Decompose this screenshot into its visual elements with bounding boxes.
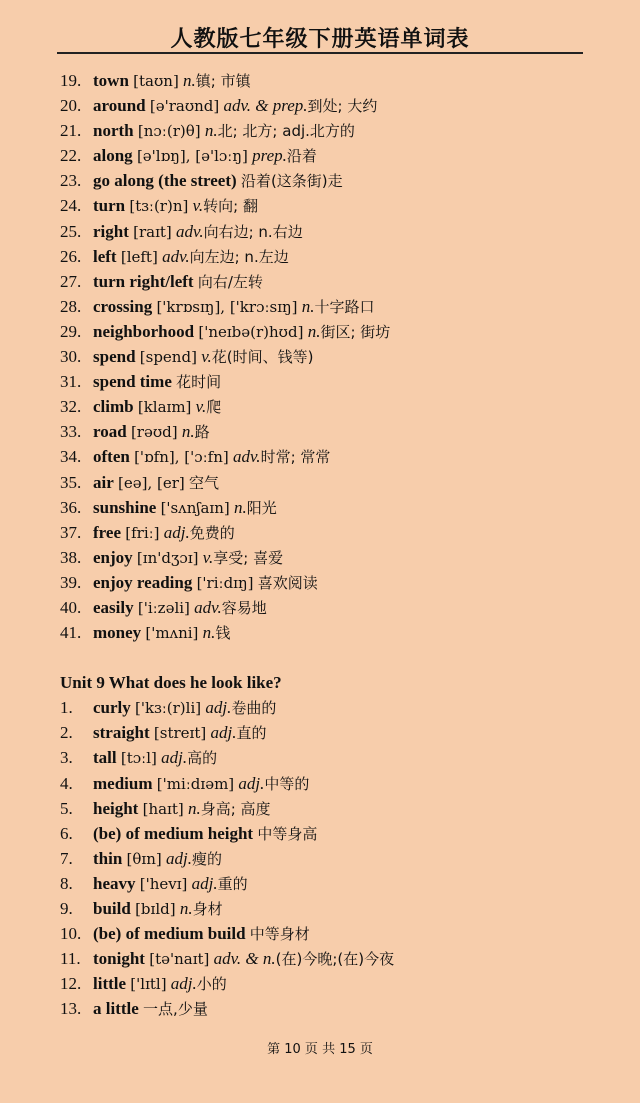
entry-meaning: 身材 — [192, 900, 223, 918]
entry-word: neighborhood — [93, 321, 195, 341]
vocab-entry — [60, 68, 600, 93]
entry-phonetic: [tɜː(r)n] — [129, 197, 189, 216]
entry-word: tonight — [93, 949, 145, 969]
vocab-entry — [60, 871, 600, 896]
vocab-entry — [60, 344, 600, 369]
vocab-entry — [60, 796, 600, 821]
entry-part-of-speech: adj. — [163, 522, 190, 542]
entry-phonetic: ['mʌni] — [145, 624, 199, 643]
entry-meaning: 卷曲的 — [231, 699, 277, 718]
entry-phonetic: [bɪld] — [135, 900, 176, 918]
entry-phonetic: [ə'raʊnd] — [149, 97, 220, 116]
entry-number: 39. — [60, 572, 82, 592]
entry-word: thin — [93, 848, 123, 868]
page-footer: 第 10 页 共 15 页 — [267, 1042, 373, 1057]
entry-meaning: 北; 北方; adj.北方的 — [217, 122, 355, 141]
entry-meaning: 时常; 常常 — [260, 448, 331, 467]
entry-number: 1. — [60, 698, 73, 718]
entry-phonetic: [friː] — [125, 523, 160, 542]
entry-number: 40. — [60, 597, 82, 617]
entry-part-of-speech: adv. — [162, 246, 190, 266]
entry-word: a little — [93, 999, 139, 1019]
entry-word: enjoy reading — [93, 572, 193, 592]
entry-number: 25. — [60, 221, 82, 241]
entry-number: 2. — [60, 723, 73, 743]
entry-number: 20. — [60, 96, 82, 116]
entry-meaning: 免费的 — [189, 523, 235, 542]
entry-number: 10. — [60, 924, 82, 944]
entry-phonetic: ['iːzəli] — [137, 598, 190, 617]
vocab-entry — [60, 419, 600, 444]
entry-meaning: 花(时间、钱等) — [211, 348, 314, 367]
entry-meaning: 重的 — [217, 874, 248, 893]
entry-phonetic: ['sʌnʃaɪn] — [160, 498, 230, 517]
entry-meaning: 一点,少量 — [143, 1000, 208, 1019]
vocabulary-section-unit9 — [60, 695, 600, 1021]
entry-phonetic: ['riːdɪŋ] — [196, 573, 254, 592]
entry-number: 8. — [60, 873, 73, 893]
entry-meaning: 到处; 大约 — [307, 97, 378, 116]
entry-meaning: 瘦的 — [191, 849, 222, 868]
entry-part-of-speech: n. — [187, 798, 201, 818]
vocab-entry — [60, 193, 600, 218]
entry-meaning: 中等身材 — [249, 925, 310, 944]
entry-meaning: 向右/左转 — [197, 272, 263, 291]
entry-phonetic: ['miːdɪəm] — [156, 774, 235, 793]
vocab-entry — [60, 369, 600, 394]
entry-part-of-speech: adj. — [166, 848, 192, 868]
entry-meaning: 享受; 喜爱 — [213, 548, 284, 567]
entry-word: free — [93, 522, 121, 542]
entry-part-of-speech: adj. — [238, 773, 265, 793]
entry-phonetic: ['ɒfn], ['ɔːfn] — [134, 448, 229, 467]
vocabulary-section-unit8 — [60, 68, 600, 645]
entry-phonetic: [θɪn] — [126, 849, 162, 868]
entry-number: 28. — [60, 296, 82, 316]
entry-number: 36. — [60, 497, 82, 517]
entry-word: heavy — [93, 873, 136, 893]
entry-number: 3. — [60, 748, 73, 768]
entry-phonetic: ['lɪtl] — [130, 975, 167, 994]
entry-phonetic: [ɪn'dʒɔɪ] — [136, 548, 199, 567]
entry-meaning: 沿着(这条街)走 — [240, 172, 343, 191]
entry-meaning: 街区; 街坊 — [320, 322, 391, 341]
entry-meaning: 花时间 — [176, 373, 222, 392]
vocab-entry — [60, 520, 600, 545]
entry-number: 31. — [60, 372, 82, 392]
entry-meaning: 阳光 — [246, 498, 277, 517]
vocabulary-list — [60, 68, 600, 1021]
entry-phonetic: [raɪt] — [133, 222, 172, 241]
vocab-entry — [60, 168, 600, 193]
entry-word: air — [93, 472, 114, 492]
page-title: 人教版七年级下册英语单词表 — [170, 27, 470, 52]
entry-meaning: 爬 — [206, 398, 222, 417]
entry-number: 23. — [60, 171, 82, 191]
entry-part-of-speech: adj. — [191, 873, 218, 893]
entry-number: 12. — [60, 974, 82, 994]
entry-number: 24. — [60, 196, 82, 216]
entry-word: often — [93, 447, 130, 467]
entry-number: 33. — [60, 422, 82, 442]
vocab-entry — [60, 444, 600, 469]
entry-phonetic: [ə'lɒŋ], [ə'lɔːŋ] — [136, 147, 248, 166]
title-divider — [57, 52, 583, 54]
vocab-entry — [60, 720, 600, 745]
entry-meaning: 空气 — [189, 473, 220, 492]
entry-phonetic: [haɪt] — [142, 799, 184, 818]
entry-word: right — [93, 221, 129, 241]
entry-phonetic: [rəʊd] — [130, 423, 178, 442]
entry-word: medium — [93, 773, 153, 793]
vocab-entry — [60, 771, 600, 796]
entry-word: climb — [93, 397, 134, 417]
entry-word: sunshine — [93, 497, 157, 517]
entry-number: 19. — [60, 71, 82, 90]
entry-phonetic: ['krɒsɪŋ], ['krɔːsɪŋ] — [156, 297, 298, 316]
vocab-entry — [60, 294, 600, 319]
entry-number: 29. — [60, 321, 82, 341]
entry-number: 27. — [60, 271, 82, 291]
entry-number: 41. — [60, 623, 82, 643]
entry-part-of-speech: n. — [307, 321, 321, 341]
entry-part-of-speech: n. — [204, 121, 218, 141]
entry-meaning: 路 — [194, 423, 210, 442]
vocab-entry — [60, 244, 600, 269]
entry-number: 5. — [60, 798, 73, 818]
entry-meaning: 向左边; n.左边 — [189, 247, 289, 266]
entry-part-of-speech: n. — [179, 899, 193, 918]
entry-number: 7. — [60, 848, 73, 868]
vocab-entry — [60, 545, 600, 570]
entry-part-of-speech: n. — [202, 623, 216, 643]
entry-part-of-speech: adj. — [161, 748, 188, 768]
entry-number: 35. — [60, 472, 82, 492]
entry-number: 9. — [60, 899, 73, 918]
entry-number: 26. — [60, 246, 82, 266]
entry-part-of-speech: adj. — [205, 698, 232, 718]
entry-part-of-speech: n. — [301, 296, 315, 316]
entry-part-of-speech: prep. — [252, 146, 287, 166]
entry-word: left — [93, 246, 117, 266]
entry-number: 38. — [60, 547, 82, 567]
entry-number: 11. — [60, 949, 81, 969]
entry-part-of-speech: adv. & n. — [213, 949, 276, 969]
vocab-entry — [60, 495, 600, 520]
entry-number: 32. — [60, 397, 82, 417]
entry-meaning: 直的 — [236, 724, 267, 743]
entry-part-of-speech: v. — [201, 347, 212, 367]
entry-word: spend time — [93, 372, 172, 392]
entry-word: north — [93, 121, 134, 141]
entry-phonetic: [taʊn] — [133, 72, 179, 90]
entry-word: easily — [93, 597, 134, 617]
vocab-entry — [60, 971, 600, 996]
entry-word: along — [93, 146, 133, 166]
entry-phonetic: [tɔːl] — [120, 749, 157, 768]
entry-meaning: 镇; 市镇 — [195, 72, 251, 90]
entry-meaning: 容易地 — [221, 598, 267, 617]
entry-phonetic: [nɔː(r)θ] — [137, 122, 201, 141]
vocab-entry — [60, 846, 600, 871]
entry-word: turn right/left — [93, 271, 194, 291]
entry-phonetic: ['neɪbə(r)hʊd] — [198, 322, 304, 341]
vocab-entry — [60, 896, 600, 921]
entry-part-of-speech: adv. — [233, 447, 261, 467]
entry-word: spend — [93, 347, 136, 367]
entry-number: 37. — [60, 522, 82, 542]
entry-part-of-speech: n. — [233, 497, 247, 517]
vocab-entry — [60, 143, 600, 168]
vocab-entry — [60, 470, 600, 495]
vocab-entry — [60, 118, 600, 143]
entry-part-of-speech: v. — [192, 196, 204, 216]
unit-heading: Unit 9 What does he look like? — [60, 673, 282, 693]
vocab-entry — [60, 821, 600, 846]
entry-phonetic: [streɪt] — [153, 724, 207, 743]
entry-number: 34. — [60, 447, 82, 467]
entry-meaning: 喜欢阅读 — [257, 573, 318, 592]
entry-word: enjoy — [93, 547, 133, 567]
entry-part-of-speech: adv. & prep. — [223, 96, 308, 116]
entry-meaning: 沿着 — [286, 147, 317, 166]
entry-word: around — [93, 96, 146, 116]
entry-number: 30. — [60, 347, 82, 367]
entry-part-of-speech: v. — [202, 547, 214, 567]
vocab-entry — [60, 921, 600, 946]
entry-meaning: 十字路口 — [314, 297, 375, 316]
vocab-entry — [60, 219, 600, 244]
entry-word: money — [93, 623, 142, 643]
entry-number: 4. — [60, 773, 73, 793]
entry-meaning: 中等的 — [264, 774, 310, 793]
entry-phonetic: [klaɪm] — [137, 398, 192, 417]
entry-phonetic: ['hevɪ] — [139, 874, 188, 893]
entry-word: (be) of medium build — [93, 924, 246, 944]
vocab-entry — [60, 93, 600, 118]
entry-phonetic: [eə], [er] — [118, 473, 185, 492]
entry-word: height — [93, 798, 139, 818]
entry-word: (be) of medium height — [93, 823, 254, 843]
entry-meaning: 身高; 高度 — [200, 799, 271, 818]
vocab-entry — [60, 695, 600, 720]
vocab-entry — [60, 996, 600, 1021]
entry-word: go along (the street) — [93, 171, 237, 191]
vocab-entry — [60, 595, 600, 620]
entry-word: tall — [93, 748, 117, 768]
entry-phonetic: [tə'naɪt] — [149, 950, 210, 969]
entry-number: 13. — [60, 999, 82, 1019]
entry-part-of-speech: adv. — [194, 597, 222, 617]
entry-meaning: 中等身高 — [257, 824, 318, 843]
entry-meaning: 小的 — [196, 975, 227, 994]
entry-meaning: 转向; 翻 — [203, 197, 258, 216]
entry-phonetic: [spend] — [139, 348, 197, 367]
entry-meaning: 钱 — [215, 624, 231, 643]
vocab-entry — [60, 319, 600, 344]
vocab-entry — [60, 394, 600, 419]
vocab-entry — [60, 620, 600, 645]
entry-part-of-speech: adv. — [176, 221, 204, 241]
entry-word: straight — [93, 723, 150, 743]
vocab-entry — [60, 946, 600, 971]
entry-word: crossing — [93, 296, 153, 316]
entry-part-of-speech: v. — [195, 397, 207, 417]
entry-meaning: 向右边; n.右边 — [203, 222, 303, 241]
entry-word: road — [93, 422, 127, 442]
entry-meaning: (在)今晚;(在)今夜 — [275, 950, 395, 969]
entry-word: town — [93, 71, 129, 90]
entry-number: 6. — [60, 823, 73, 843]
entry-phonetic: ['kɜː(r)li] — [135, 699, 202, 718]
entry-part-of-speech: n. — [181, 422, 195, 442]
vocab-entry — [60, 745, 600, 770]
entry-part-of-speech: adj. — [210, 723, 237, 743]
vocab-entry — [60, 269, 600, 294]
entry-number: 22. — [60, 146, 82, 166]
entry-number: 21. — [60, 121, 82, 141]
entry-meaning: 高的 — [187, 749, 218, 768]
entry-word: curly — [93, 698, 131, 718]
entry-word: turn — [93, 196, 126, 216]
entry-word: build — [93, 899, 131, 918]
entry-word: little — [93, 974, 127, 994]
entry-part-of-speech: adj. — [170, 974, 197, 994]
vocab-entry — [60, 570, 600, 595]
entry-phonetic: [left] — [120, 247, 158, 266]
entry-part-of-speech: n. — [183, 71, 196, 90]
